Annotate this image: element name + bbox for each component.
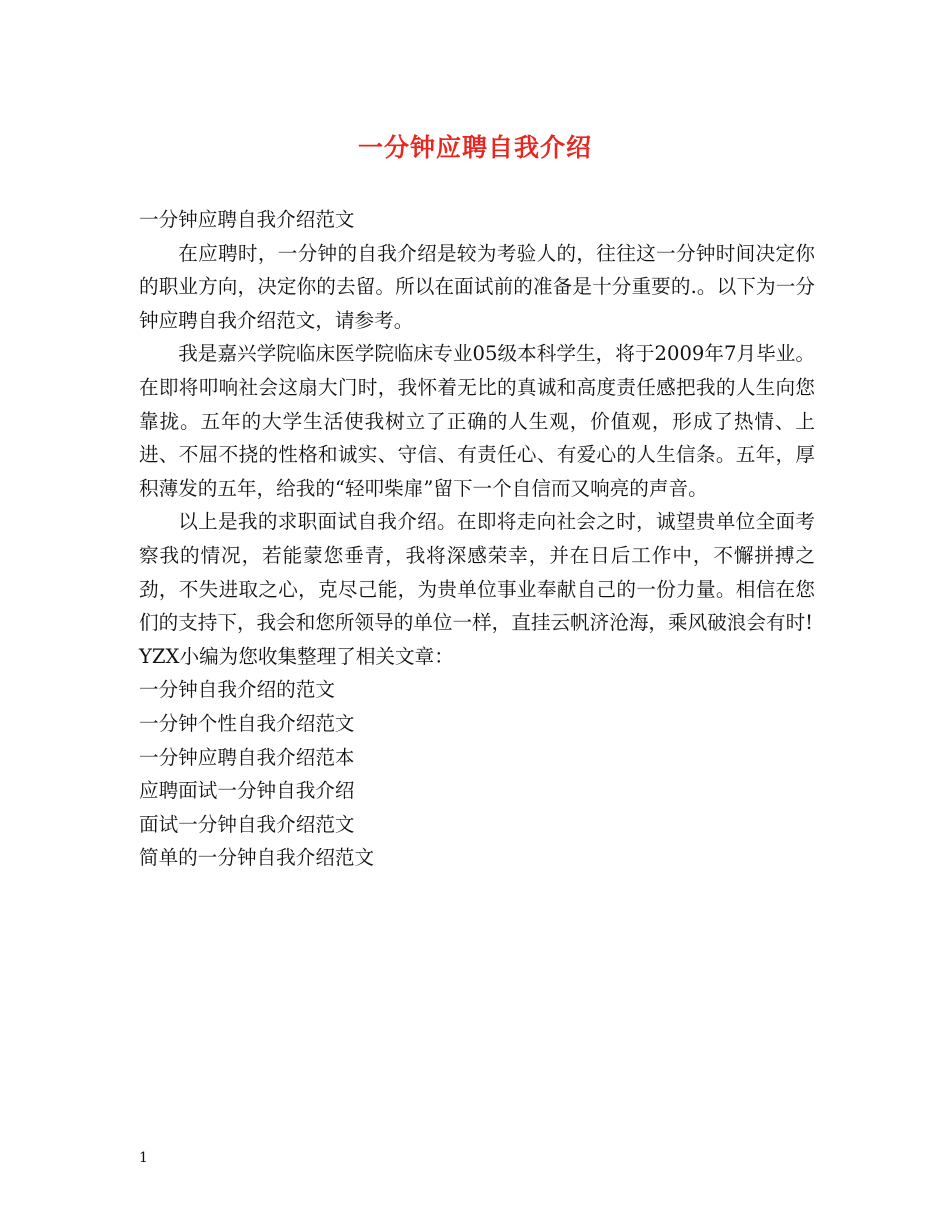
related-article-link[interactable]: 一分钟个性自我介绍范文	[139, 711, 355, 735]
paragraph-self-introduction: 我是嘉兴学院临床医学院临床专业05级本科学生，将于2009年7月毕业。在即将叩响社会这扇大门时，我怀着无比的真诚和高度责任感把我的人生向您靠拢。五年的大学生活使我树立了正确的人生观，价值观，形成了热情、上进、不屈不挠的性格和诚实、守信、有责任心、有爱心的人生信条。五年，厚积薄发的五年，给我的“轻叩柴扉”留下一个自信而又响亮的声音。	[139, 342, 815, 500]
document-title: 一分钟应聘自我介绍	[357, 133, 592, 162]
related-articles-list	[139, 673, 815, 875]
related-article-link[interactable]: 面试一分钟自我介绍范文	[139, 812, 355, 836]
related-article-link[interactable]: 一分钟应聘自我介绍范本	[139, 745, 355, 769]
paragraph-closing: 以上是我的求职面试自我介绍。在即将走向社会之时，诚望贵单位全面考察我的情况，若能蒙您垂青，我将深感荣幸，并在日后工作中，不懈拼搏之劲，不失进取之心，克尽己能，为贵单位事业奉献自己的一份力量。相信在您们的支持下，我会和您所领导的单位一样，直挂云帆济沧海，乘风破浪会有时!	[139, 510, 815, 635]
document-body	[139, 203, 815, 875]
page-number: 1	[139, 1150, 148, 1166]
related-articles-intro: YZX小编为您收集整理了相关文章：	[139, 644, 454, 668]
document-subtitle: 一分钟应聘自我介绍范文	[139, 208, 355, 231]
paragraph-intro: 在应聘时，一分钟的自我介绍是较为考验人的，往往这一分钟时间决定你的职业方向，决定你的去留。所以在面试前的准备是十分重要的.。以下为一分钟应聘自我介绍范文，请参考。	[139, 241, 815, 332]
related-article-link[interactable]: 应聘面试一分钟自我介绍	[139, 779, 355, 803]
related-article-link[interactable]: 一分钟自我介绍的范文	[139, 678, 335, 702]
related-article-link[interactable]: 简单的一分钟自我介绍范文	[139, 846, 375, 870]
